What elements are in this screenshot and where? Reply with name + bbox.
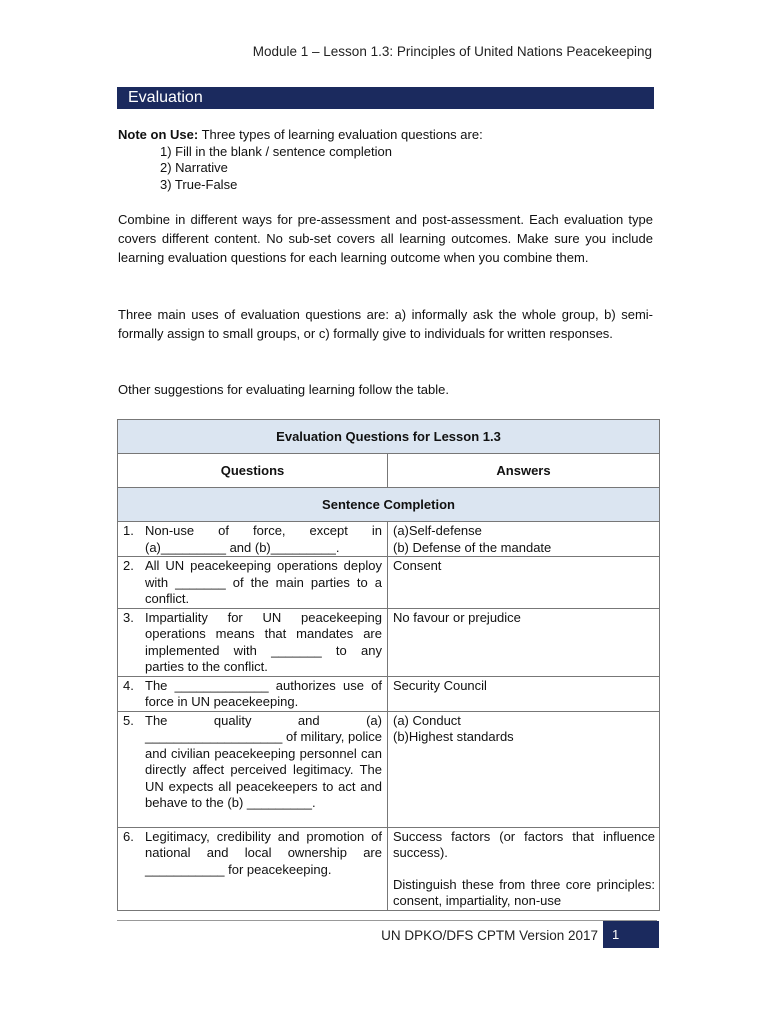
question-text: Legitimacy, credibility and promotion of national and local ownership are ___________ for peacekeeping. (145, 828, 382, 877)
answer-line: No favour or prejudice (393, 609, 521, 625)
question-cell (118, 827, 388, 910)
question-cell (118, 711, 388, 827)
page-number: 1 (603, 921, 659, 948)
note-on-use (118, 127, 653, 193)
question-text: Non-use of force, except in (a)_________ and (b)_________. (145, 523, 382, 555)
paragraph-combine: Combine in different ways for pre-assessment and post-assessment. Each evaluation type covers different content. No sub-set covers all learning outcomes. Make sure you include learning evaluation questions for each learning outcome when you combine them. (118, 212, 653, 265)
answer-line: (a) Conduct (393, 712, 461, 728)
question-text: All UN peacekeeping operations deploy with _______ of the main parties to a conflict. (145, 558, 382, 606)
column-header-answers: Answers (388, 454, 660, 488)
note-intro: Three types of learning evaluation questions are: (201, 127, 483, 142)
list-item: 3) True-False (160, 176, 238, 192)
question-number: 3. (123, 609, 134, 625)
question-cell (118, 557, 388, 609)
answer-line: Distinguish these from three core principles: consent, impartiality, non-use (393, 876, 656, 908)
note-intro-line (118, 127, 653, 144)
answer-cell (388, 827, 660, 910)
answer-line: Success factors (or factors that influence success). (393, 828, 656, 860)
table-row (118, 676, 660, 711)
footer-version: UN DPKO/DFS CPTM Version 2017 (381, 928, 598, 943)
answer-line: (b) Defense of the mandate (393, 539, 552, 555)
list-item: 1) Fill in the blank / sentence completion (160, 143, 392, 159)
answer-cell (388, 711, 660, 827)
table-body (118, 522, 660, 911)
question-number: 2. (123, 558, 134, 573)
question-cell (118, 676, 388, 711)
column-header-questions: Questions (118, 454, 388, 488)
question-number: 5. (123, 712, 134, 728)
question-type-list (118, 144, 653, 194)
table-subheading: Sentence Completion (118, 488, 660, 522)
question-number: 1. (123, 523, 134, 538)
answer-line: Security Council (393, 677, 487, 693)
table-row (118, 711, 660, 827)
list-item: 2) Narrative (160, 160, 228, 175)
question-text: The quality and (a) ___________________ of military, police and civilian peacekeeping personnel can directly affect perceived legitimacy. The UN expects all peacekeepers to act and behave to the (b) _________. (145, 712, 382, 810)
section-heading-evaluation: Evaluation (117, 87, 654, 109)
page-header-title: Module 1 – Lesson 1.3: Principles of United Nations Peacekeeping (252, 44, 652, 59)
answer-cell (388, 557, 660, 609)
answer-line: (b)Highest standards (393, 729, 514, 744)
note-label: Note on Use: (118, 127, 199, 142)
answer-line: (a)Self-defense (393, 523, 482, 538)
question-text: The _____________ authorizes use of force in UN peacekeeping. (145, 677, 382, 709)
answer-cell (388, 608, 660, 676)
table-row (118, 522, 660, 557)
table-row (118, 557, 660, 609)
question-text: Impartiality for UN peacekeeping operations means that mandates are implemented with _______ to any parties to the conflict. (145, 609, 382, 674)
evaluation-questions-table (117, 419, 660, 911)
table-title: Evaluation Questions for Lesson 1.3 (118, 420, 660, 454)
question-cell (118, 522, 388, 557)
answer-cell (388, 522, 660, 557)
question-number: 6. (123, 828, 134, 844)
answer-cell (388, 676, 660, 711)
footer-divider (117, 920, 657, 921)
answer-line: Consent (393, 558, 442, 573)
paragraph-main-uses: Three main uses of evaluation questions are: a) informally ask the whole group, b) semi-formally assign to small groups, or c) formally give to individuals for written responses. (118, 307, 653, 341)
table-row (118, 827, 660, 910)
paragraph-other-suggestions: Other suggestions for evaluating learning follow the table. (118, 382, 449, 397)
question-cell (118, 608, 388, 676)
table-row (118, 608, 660, 676)
question-number: 4. (123, 677, 134, 693)
